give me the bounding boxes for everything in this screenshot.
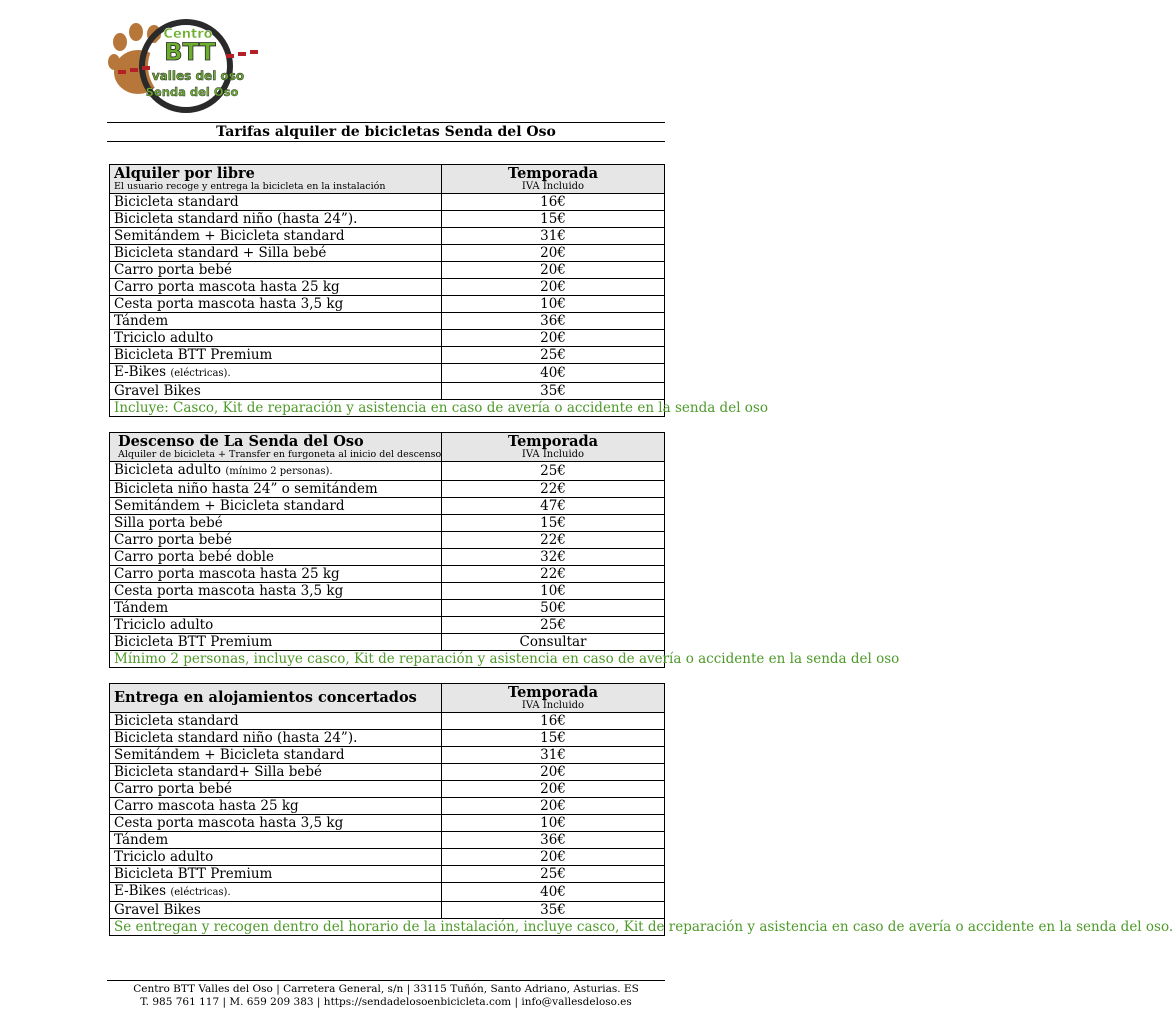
iva-note: IVA Incluido (521, 700, 585, 711)
item-label: Bicicleta standard+ Silla bebé (114, 764, 323, 780)
table-row (110, 262, 665, 279)
item-cell (110, 296, 442, 313)
page-footer (107, 983, 665, 1009)
item-label: Silla porta bebé (114, 515, 223, 531)
item-price: 25€ (442, 462, 665, 481)
table-row (110, 211, 665, 228)
footer-contact: T. 985 761 117 | M. 659 209 383 | https://sendadelosoenbicicleta.com | info@vallesdeloso.es (140, 996, 632, 1008)
item-label: Bicicleta standard niño (hasta 24”). (114, 211, 358, 227)
price-rows (110, 462, 665, 651)
table-row (110, 730, 665, 747)
centro-btt-logo (108, 14, 273, 114)
column-header-temporada: Temporada (507, 165, 599, 182)
item-label: Carro porta bebé (114, 262, 232, 278)
item-label: Carro porta bebé (114, 532, 232, 548)
item-label: Carro porta mascota hasta 25 kg (114, 566, 340, 582)
item-label: Carro porta bebé (114, 781, 232, 797)
item-cell (110, 781, 442, 798)
table-row (110, 764, 665, 781)
table-row (110, 364, 665, 383)
item-cell (110, 515, 442, 532)
table-row (110, 549, 665, 566)
item-price: 22€ (442, 532, 665, 549)
item-label: Bicicleta standard (114, 194, 239, 210)
iva-note: IVA Incluido (521, 181, 585, 192)
item-cell (110, 634, 442, 651)
table-header-row (110, 433, 665, 462)
item-price: 36€ (442, 832, 665, 849)
table-row (110, 532, 665, 549)
item-label: Bicicleta standard + Silla bebé (114, 245, 327, 261)
table-row (110, 279, 665, 296)
table-row (110, 296, 665, 313)
item-price: 15€ (442, 515, 665, 532)
item-cell (110, 262, 442, 279)
section-title: Alquiler por libre (114, 165, 255, 182)
table-row (110, 883, 665, 902)
item-price: Consultar (442, 634, 665, 651)
item-cell (110, 481, 442, 498)
item-label: Tándem (114, 600, 169, 616)
item-label: E-Bikes (114, 364, 167, 380)
table-row (110, 481, 665, 498)
section-footnote: Se entregan y recogen dentro del horario de la instalación, incluye casco, Kit de reparación y asistencia en caso de avería o accidente en la senda del oso. (110, 919, 665, 936)
logo-line4: Senda del Oso (145, 85, 239, 99)
item-price: 20€ (442, 849, 665, 866)
table-row (110, 515, 665, 532)
item-price: 20€ (442, 245, 665, 262)
item-label: Gravel Bikes (114, 902, 201, 918)
item-price: 16€ (442, 713, 665, 730)
item-price: 47€ (442, 498, 665, 515)
section-footnote: Incluye: Casco, Kit de reparación y asistencia en caso de avería o accidente en la senda del oso (110, 400, 665, 417)
price-table-descenso (109, 432, 900, 668)
item-note: (mínimo 2 personas). (225, 466, 333, 477)
item-price: 20€ (442, 781, 665, 798)
table-row (110, 713, 665, 730)
title-rule-bottom (107, 141, 665, 142)
table-row (110, 815, 665, 832)
item-cell (110, 832, 442, 849)
item-price: 16€ (442, 194, 665, 211)
table-row (110, 866, 665, 883)
item-cell (110, 211, 442, 228)
item-label: Tándem (114, 832, 169, 848)
item-price: 50€ (442, 600, 665, 617)
season-heading-cell (442, 684, 665, 713)
item-label: Carro porta bebé doble (114, 549, 274, 565)
item-price: 20€ (442, 279, 665, 296)
item-price: 20€ (442, 330, 665, 347)
item-price: 25€ (442, 347, 665, 364)
table-row (110, 462, 665, 481)
item-label: Bicicleta adulto (114, 462, 222, 478)
table-row (110, 747, 665, 764)
item-label: Bicicleta BTT Premium (114, 634, 273, 650)
footer-address: Centro BTT Valles del Oso | Carretera General, s/n | 33115 Tuñón, Santo Adriano, Asturias. ES (133, 983, 639, 995)
item-price: 22€ (442, 566, 665, 583)
section-subtitle: El usuario recoge y entrega la bicicleta en la instalación (114, 181, 386, 192)
item-note: (eléctricas). (170, 887, 231, 898)
item-cell (110, 383, 442, 400)
item-label: Bicicleta BTT Premium (114, 347, 273, 363)
table-row (110, 583, 665, 600)
table-row (110, 617, 665, 634)
item-price: 40€ (442, 883, 665, 902)
section-heading-cell (110, 433, 442, 462)
item-price: 20€ (442, 798, 665, 815)
price-table-alojamientos (109, 683, 1173, 936)
item-cell (110, 902, 442, 919)
logo-line2: BTT (164, 38, 216, 66)
column-header-temporada: Temporada (507, 433, 599, 450)
season-heading-cell (442, 165, 665, 194)
item-label: Bicicleta BTT Premium (114, 866, 273, 882)
item-price: 35€ (442, 383, 665, 400)
table-row (110, 330, 665, 347)
item-cell (110, 532, 442, 549)
item-label: Semitándem + Bicicleta standard (114, 747, 345, 763)
item-cell (110, 498, 442, 515)
table-row (110, 781, 665, 798)
table-row (110, 902, 665, 919)
item-label: Cesta porta mascota hasta 3,5 kg (114, 583, 344, 599)
item-cell (110, 617, 442, 634)
footer-rule (107, 980, 665, 981)
item-cell (110, 713, 442, 730)
item-price: 10€ (442, 296, 665, 313)
item-label: Gravel Bikes (114, 383, 201, 399)
item-cell (110, 866, 442, 883)
section-heading-cell (110, 684, 442, 713)
item-cell (110, 849, 442, 866)
section-subtitle: Alquiler de bicicleta + Transfer en furgoneta al inicio del descenso (118, 449, 442, 460)
item-price: 31€ (442, 747, 665, 764)
table-row (110, 228, 665, 245)
section-title: Entrega en alojamientos concertados (114, 689, 417, 706)
iva-note: IVA Incluido (521, 449, 585, 460)
price-table-alquiler-libre (109, 164, 768, 417)
item-label: Bicicleta standard niño (hasta 24”). (114, 730, 358, 746)
column-header-temporada: Temporada (507, 684, 599, 701)
table-row (110, 566, 665, 583)
table-row (110, 849, 665, 866)
item-label: Carro mascota hasta 25 kg (114, 798, 299, 814)
section-footnote: Mínimo 2 personas, incluye casco, Kit de reparación y asistencia en caso de avería o accidente en la senda del oso (110, 651, 665, 668)
table-header-row (110, 165, 665, 194)
item-note: (eléctricas). (170, 368, 231, 379)
table-row (110, 313, 665, 330)
table-row (110, 832, 665, 849)
table-row (110, 600, 665, 617)
item-cell (110, 730, 442, 747)
logo-line1: Centro (163, 27, 213, 42)
item-cell (110, 600, 442, 617)
page-title: Tarifas alquiler de bicicletas Senda del Oso (216, 124, 556, 140)
price-rows (110, 194, 665, 400)
item-price: 36€ (442, 313, 665, 330)
item-price: 10€ (442, 583, 665, 600)
item-label: E-Bikes (114, 883, 167, 899)
table-footnote-row (110, 651, 665, 668)
item-cell (110, 313, 442, 330)
season-heading-cell (442, 433, 665, 462)
item-price: 25€ (442, 617, 665, 634)
item-cell (110, 194, 442, 211)
item-price: 20€ (442, 262, 665, 279)
price-rows (110, 713, 665, 919)
section-heading-cell (110, 165, 442, 194)
item-cell (110, 228, 442, 245)
item-price: 25€ (442, 866, 665, 883)
table-row (110, 383, 665, 400)
table-footnote-row (110, 400, 665, 417)
item-cell (110, 883, 442, 902)
item-cell (110, 764, 442, 781)
title-rule-top (107, 122, 665, 123)
item-label: Carro porta mascota hasta 25 kg (114, 279, 340, 295)
item-cell (110, 245, 442, 262)
item-price: 15€ (442, 730, 665, 747)
item-cell (110, 798, 442, 815)
item-cell (110, 549, 442, 566)
table-header-row (110, 684, 665, 713)
item-label: Bicicleta standard (114, 713, 239, 729)
item-price: 32€ (442, 549, 665, 566)
item-cell (110, 747, 442, 764)
item-label: Semitándem + Bicicleta standard (114, 498, 345, 514)
item-cell (110, 330, 442, 347)
table-row (110, 245, 665, 262)
item-price: 31€ (442, 228, 665, 245)
item-price: 22€ (442, 481, 665, 498)
section-title: Descenso de La Senda del Oso (118, 433, 364, 450)
item-cell (110, 364, 442, 383)
item-label: Cesta porta mascota hasta 3,5 kg (114, 296, 344, 312)
item-price: 20€ (442, 764, 665, 781)
item-price: 15€ (442, 211, 665, 228)
item-label: Triciclo adulto (114, 617, 214, 633)
item-label: Semitándem + Bicicleta standard (114, 228, 345, 244)
item-price: 10€ (442, 815, 665, 832)
item-cell (110, 815, 442, 832)
item-label: Bicicleta niño hasta 24” o semitándem (114, 481, 378, 497)
table-row (110, 498, 665, 515)
item-cell (110, 279, 442, 296)
item-cell (110, 347, 442, 364)
table-row (110, 798, 665, 815)
table-footnote-row (110, 919, 665, 936)
item-label: Triciclo adulto (114, 849, 214, 865)
item-price: 40€ (442, 364, 665, 383)
item-cell (110, 566, 442, 583)
table-row (110, 347, 665, 364)
item-cell (110, 583, 442, 600)
table-row (110, 194, 665, 211)
item-label: Tándem (114, 313, 169, 329)
item-label: Triciclo adulto (114, 330, 214, 346)
logo-line3: valles del oso (151, 69, 245, 83)
item-price: 35€ (442, 902, 665, 919)
item-cell (110, 462, 442, 481)
item-label: Cesta porta mascota hasta 3,5 kg (114, 815, 344, 831)
table-row (110, 634, 665, 651)
